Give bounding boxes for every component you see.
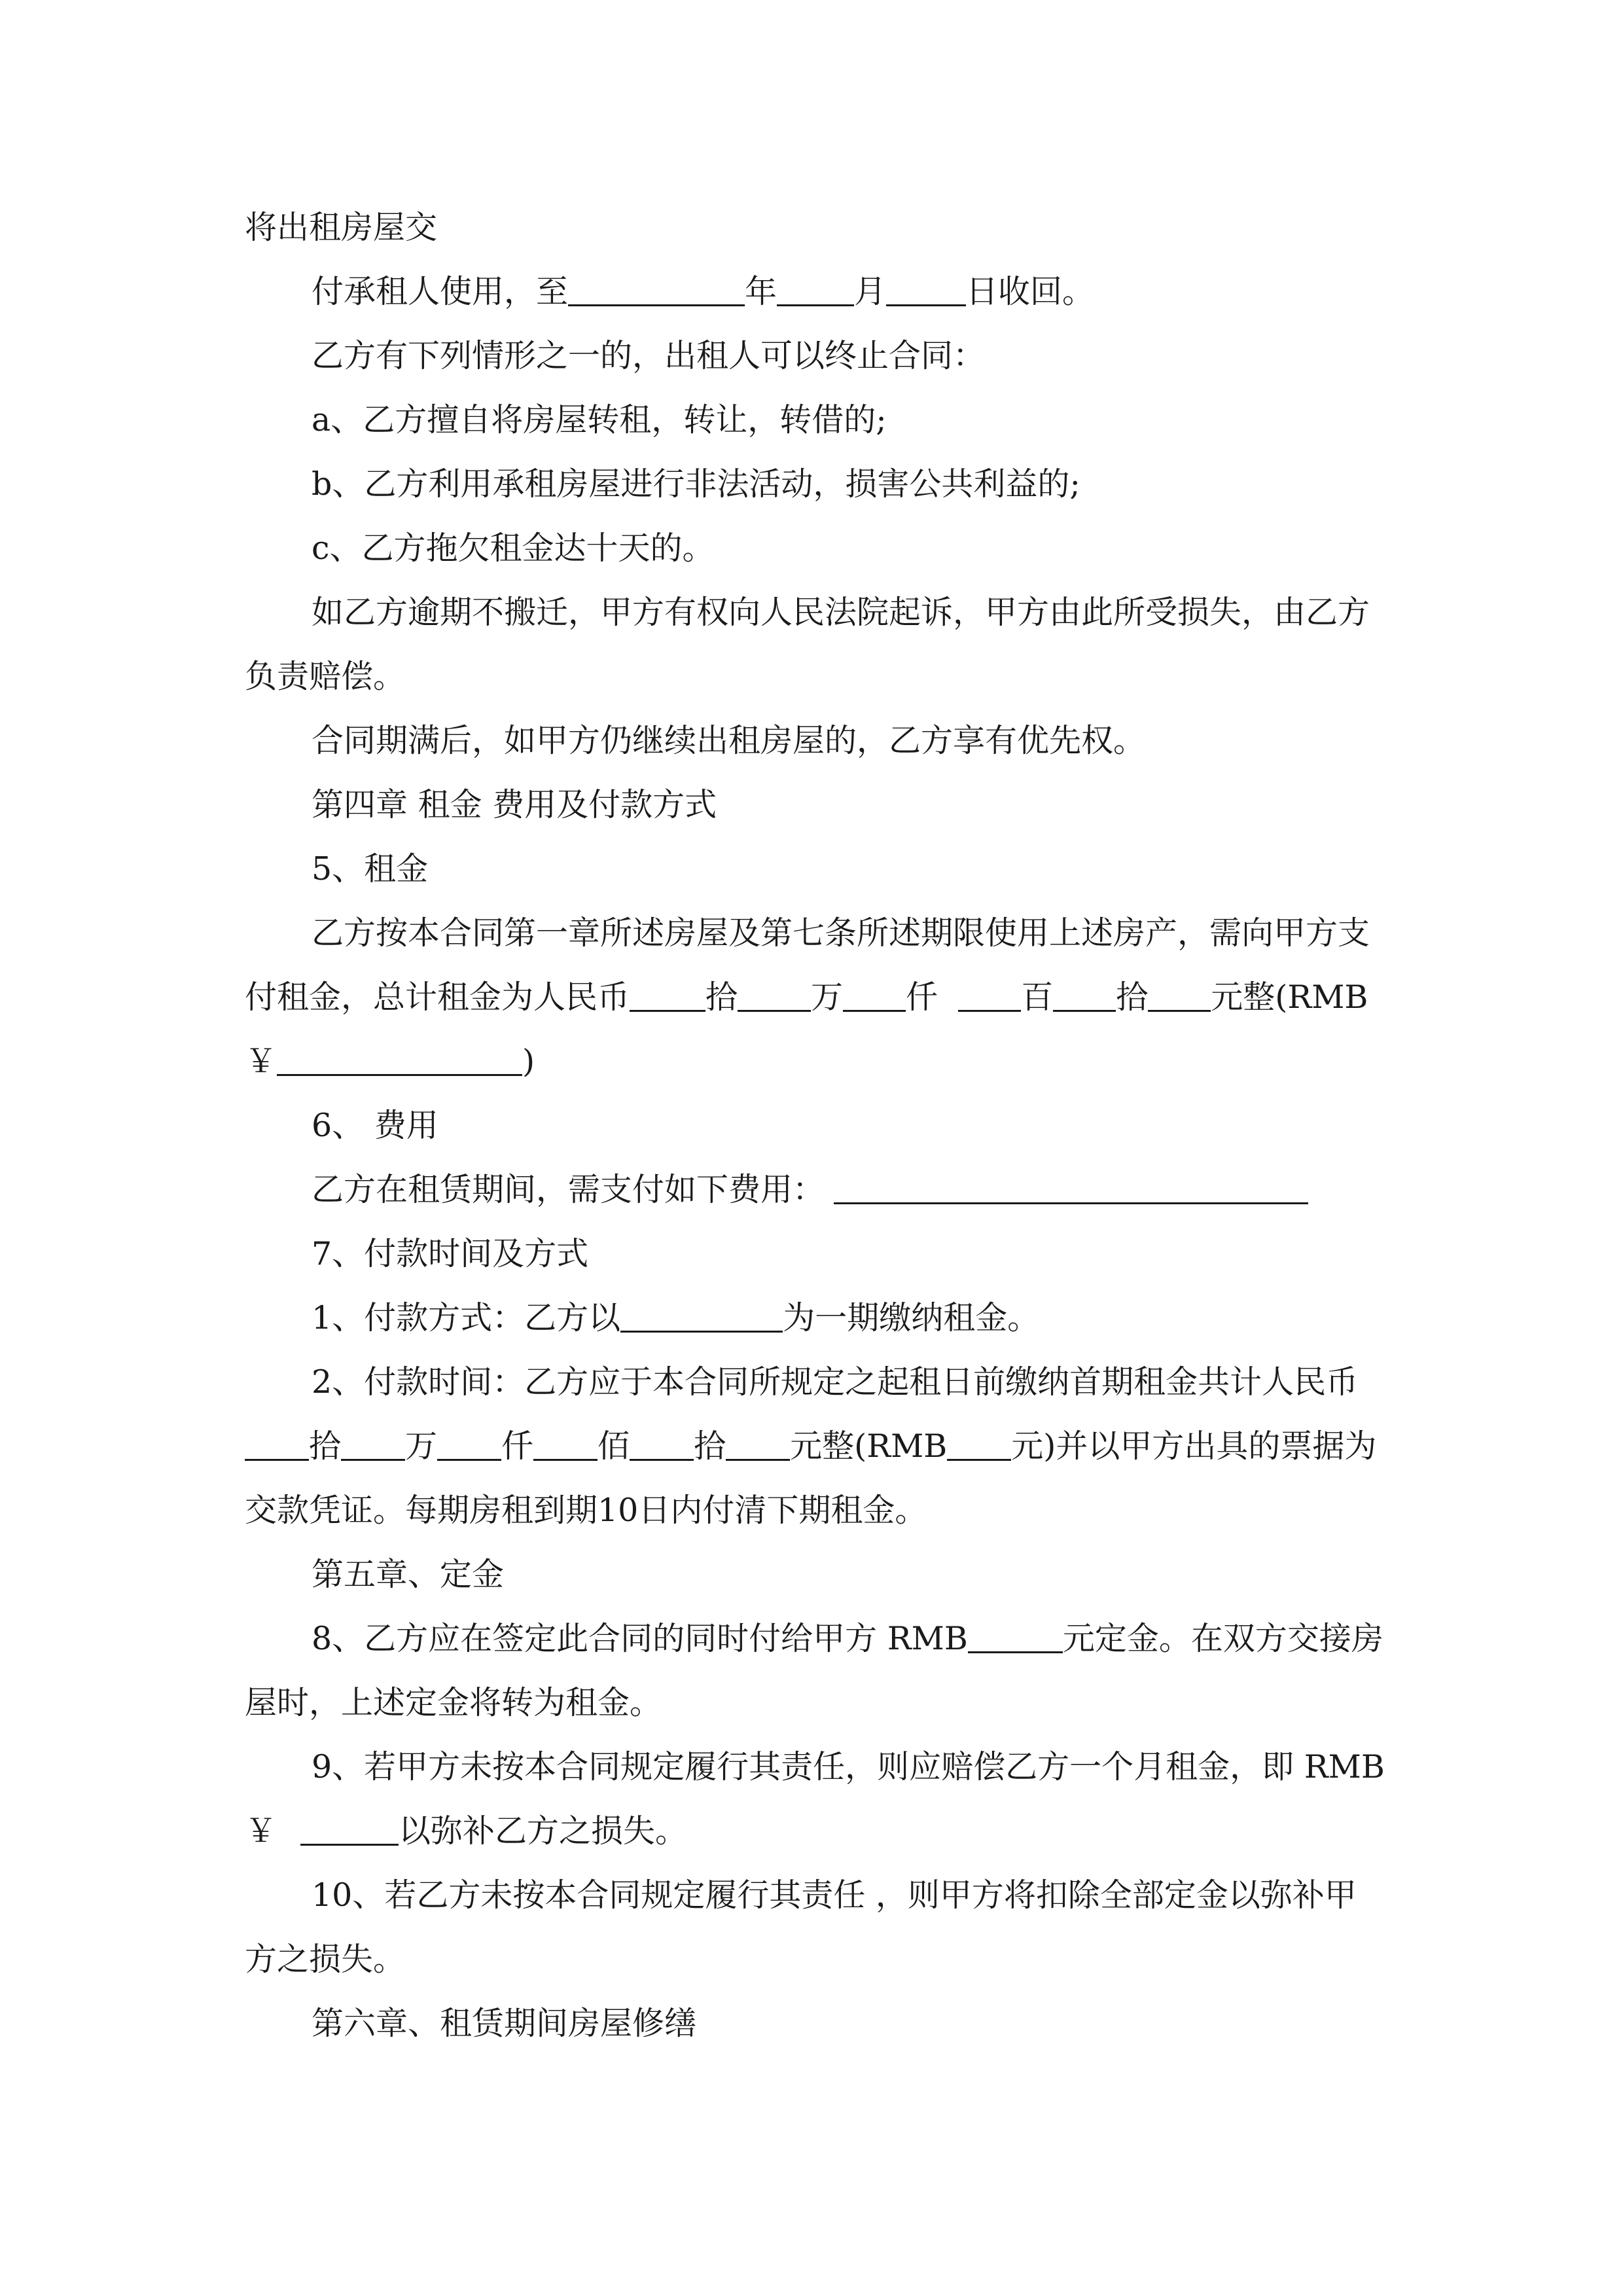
text-line: 付承租人使用，至 年 月 日收回。 xyxy=(312,273,1095,310)
text-line: 乙方在租赁期间，需支付如下费用： xyxy=(312,1170,1308,1210)
text-line: b、乙方利用承租房屋进行非法活动，损害公共利益的; xyxy=(312,465,1080,503)
text-line: ￥ 以弥补乙方之损失。 xyxy=(245,1812,688,1850)
blank-field[interactable] xyxy=(834,1174,1308,1204)
blank-field[interactable] xyxy=(341,1430,405,1461)
blank-field[interactable] xyxy=(620,1302,783,1333)
text-line: 屋时，上述定金将转为租金。 xyxy=(245,1684,662,1721)
text-line: 付租金，总计租金为人民币 拾 万 仟 百 拾 元整(RMB xyxy=(245,978,1368,1016)
chapter-heading: 第五章、定金 xyxy=(312,1556,505,1593)
blank-field[interactable] xyxy=(568,276,745,306)
blank-field[interactable] xyxy=(300,1815,399,1846)
section-heading: 7、付款时间及方式 xyxy=(312,1235,589,1272)
text-line: 负责赔偿。 xyxy=(245,658,406,695)
chapter-heading: 第四章 租金 费用及付款方式 xyxy=(312,786,717,823)
blank-field[interactable] xyxy=(277,1045,522,1076)
blank-field[interactable] xyxy=(958,981,1021,1012)
text-line: 9、若甲方未按本合同规定履行其责任，则应赔偿乙方一个月租金，即 RMB xyxy=(312,1748,1385,1785)
blank-field[interactable] xyxy=(437,1430,501,1461)
blank-field[interactable] xyxy=(1148,981,1211,1012)
blank-field[interactable] xyxy=(630,981,705,1012)
text-line: ￥ ) xyxy=(245,1043,535,1080)
text-line: 拾 万 仟 佰 拾 元整(RMB 元)并以甲方出具的票据为 xyxy=(245,1427,1376,1466)
blank-field[interactable] xyxy=(245,1430,309,1461)
text-line: 8、乙方应在签定此合同的同时付给甲方 RMB 元定金。在双方交接房 xyxy=(312,1620,1383,1657)
blank-field[interactable] xyxy=(968,1623,1063,1653)
blank-field[interactable] xyxy=(1053,981,1116,1012)
text-line: c、乙方拖欠租金达十天的。 xyxy=(312,529,715,567)
text-line: 将出租房屋交 xyxy=(245,209,438,246)
blank-field[interactable] xyxy=(947,1430,1011,1461)
text-line: 如乙方逾期不搬迁，甲方有权向人民法院起诉，甲方由此所受损失，由乙方 xyxy=(312,594,1370,631)
chapter-heading: 第六章、租赁期间房屋修缮 xyxy=(312,2005,697,2042)
blank-field[interactable] xyxy=(533,1430,597,1461)
text-line: 乙方有下列情形之一的，出租人可以终止合同： xyxy=(312,337,986,374)
text-line: 乙方按本合同第一章所述房屋及第七条所述期限使用上述房产，需向甲方支 xyxy=(312,914,1370,952)
text-line: 交款凭证。每期房租到期10日内付清下期租金。 xyxy=(245,1492,927,1529)
blank-field[interactable] xyxy=(777,276,854,306)
blank-field[interactable] xyxy=(726,1430,790,1461)
text-line: 10、若乙方未按本合同规定履行其责任 ，则甲方将扣除全部定金以弥补甲 xyxy=(312,1876,1357,1914)
section-heading: 6、 费用 xyxy=(312,1107,438,1144)
text-line: a、乙方擅自将房屋转租，转让，转借的; xyxy=(312,401,887,439)
blank-field[interactable] xyxy=(886,276,966,306)
blank-field[interactable] xyxy=(843,981,906,1012)
blank-field[interactable] xyxy=(630,1430,694,1461)
text-line: 1、付款方式：乙方以 为一期缴纳租金。 xyxy=(312,1299,1040,1336)
text-line: 2、付款时间：乙方应于本合同所规定之起租日前缴纳首期租金共计人民币 xyxy=(312,1363,1359,1401)
section-heading: 5、租金 xyxy=(312,850,429,888)
blank-field[interactable] xyxy=(738,981,811,1012)
text-line: 方之损失。 xyxy=(245,1941,406,1978)
text-line: 合同期满后，如甲方仍继续出租房屋的，乙方享有优先权。 xyxy=(312,722,1146,759)
